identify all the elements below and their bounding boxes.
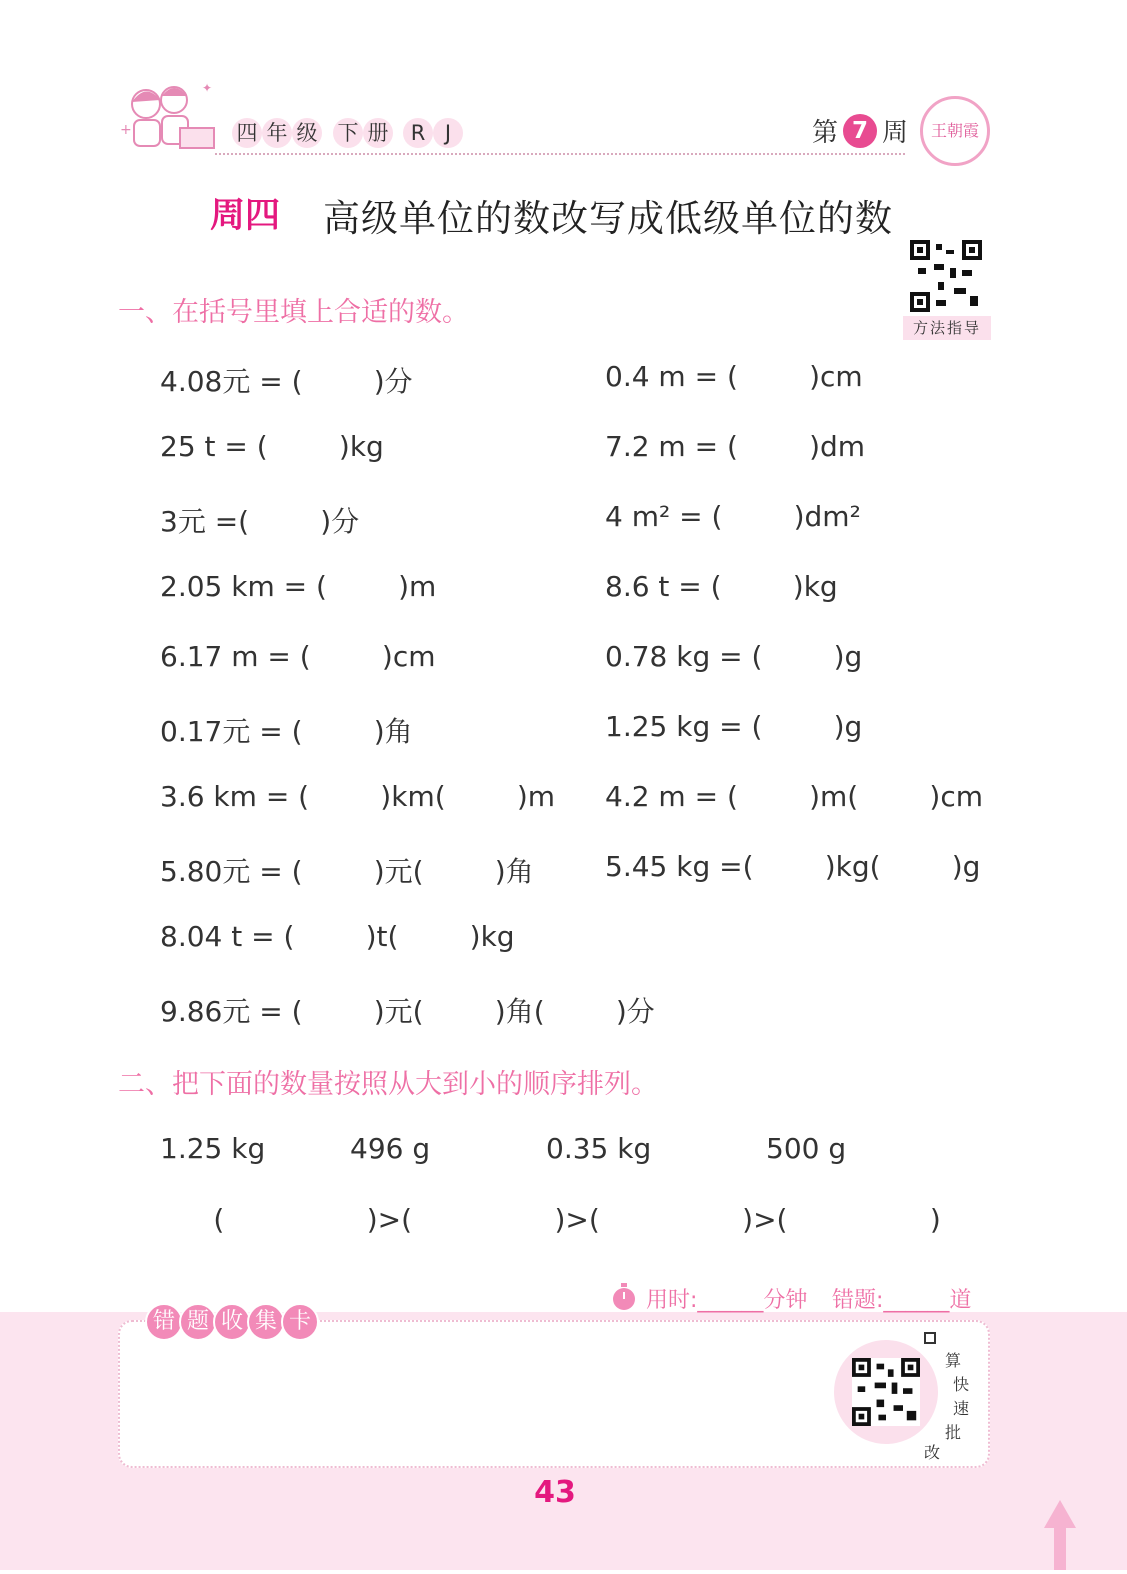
week-suffix: 周 bbox=[882, 118, 909, 148]
quantity-item: 496 g bbox=[350, 1132, 431, 1165]
exercise-item[interactable]: 5.45 kg =( )kg( )g bbox=[605, 850, 981, 883]
edition-char-1: R bbox=[403, 118, 433, 148]
author-seal-logo: 王朝霞 bbox=[920, 96, 990, 166]
quick-grade-char: 批 bbox=[945, 1423, 962, 1442]
grade-char-1: 四 bbox=[232, 118, 262, 148]
error-count-field[interactable]: 错题:______道 bbox=[832, 1288, 972, 1313]
exercise-item[interactable]: 0.78 kg = ( )g bbox=[605, 640, 863, 673]
qr-caption: 方法指导 bbox=[903, 316, 991, 340]
exercise-item[interactable]: 7.2 m = ( )dm bbox=[605, 430, 866, 463]
quantity-item: 0.35 kg bbox=[546, 1132, 652, 1165]
checkbox-icon bbox=[924, 1332, 936, 1344]
svg-text:✦: ✦ bbox=[202, 81, 213, 95]
card-label-char: 卡 bbox=[281, 1303, 319, 1341]
ordering-answer-line[interactable]: ( )>( )>( )>( ) bbox=[160, 1203, 941, 1236]
volume-char-1: 下 bbox=[333, 118, 363, 148]
quick-grade-char: 速 bbox=[953, 1399, 970, 1418]
grade-char-2: 年 bbox=[262, 118, 292, 148]
page-number: 43 bbox=[534, 1475, 576, 1510]
stopwatch-icon bbox=[610, 1282, 638, 1316]
exercise-item[interactable]: 4 m² = ( )dm² bbox=[605, 500, 861, 533]
exercise-item[interactable]: 6.17 m = ( )cm bbox=[160, 640, 436, 673]
week-prefix: 第 bbox=[812, 118, 839, 148]
quantity-item: 500 g bbox=[766, 1132, 847, 1165]
card-label-char: 错 bbox=[145, 1303, 183, 1341]
exercise-item[interactable]: 0.4 m = ( )cm bbox=[605, 360, 863, 393]
qr-code-quick-grade[interactable] bbox=[852, 1358, 920, 1426]
exercise-item[interactable]: 5.80元 = ( )元( )角 bbox=[160, 855, 534, 888]
exercise-item[interactable]: 2.05 km = ( )m bbox=[160, 570, 437, 603]
exercise-item[interactable]: 3.6 km = ( )km( )m bbox=[160, 780, 556, 813]
exercise-item[interactable]: 0.17元 = ( )角 bbox=[160, 715, 413, 748]
grade-char-3: 级 bbox=[292, 118, 322, 148]
section2-heading: 二、把下面的数量按照从大到小的顺序排列。 bbox=[118, 1069, 658, 1100]
error-card-label bbox=[145, 1303, 315, 1341]
volume-char-2: 册 bbox=[363, 118, 393, 148]
arrow-up-icon bbox=[1042, 1500, 1078, 1574]
exercise-item[interactable]: 25 t = ( )kg bbox=[160, 430, 384, 463]
exercise-item[interactable]: 8.04 t = ( )t( )kg bbox=[160, 920, 515, 953]
cartoon-kids-illustration bbox=[118, 72, 218, 162]
quick-grade-char: 改 bbox=[924, 1443, 941, 1462]
svg-text:+: + bbox=[120, 122, 132, 138]
title-day: 周四 bbox=[210, 196, 281, 236]
card-label-char: 收 bbox=[213, 1303, 251, 1341]
card-label-char: 集 bbox=[247, 1303, 285, 1341]
exercise-item[interactable]: 4.08元 = ( )分 bbox=[160, 365, 413, 398]
exercise-item[interactable]: 4.2 m = ( )m( )cm bbox=[605, 780, 984, 813]
exercise-item[interactable]: 3元 =( )分 bbox=[160, 505, 360, 538]
card-label-char: 题 bbox=[179, 1303, 217, 1341]
time-used-field[interactable]: 用时:______分钟 bbox=[646, 1288, 808, 1313]
exercise-item[interactable]: 8.6 t = ( )kg bbox=[605, 570, 838, 603]
header-dotted-line bbox=[215, 153, 905, 155]
quick-grade-char: 快 bbox=[953, 1375, 970, 1394]
edition-char-2: J bbox=[433, 118, 463, 148]
exercise-item[interactable]: 1.25 kg = ( )g bbox=[605, 710, 863, 743]
qr-code-method-guide[interactable] bbox=[910, 240, 982, 312]
exercise-item[interactable]: 9.86元 = ( )元( )角( )分 bbox=[160, 995, 655, 1028]
week-number-badge: 7 bbox=[843, 114, 877, 148]
page-title: 高级单位的数改写成低级单位的数 bbox=[323, 197, 893, 240]
section1-heading: 一、在括号里填上合适的数。 bbox=[118, 297, 469, 328]
quick-grade-char: 算 bbox=[945, 1351, 962, 1370]
quantity-item: 1.25 kg bbox=[160, 1132, 266, 1165]
